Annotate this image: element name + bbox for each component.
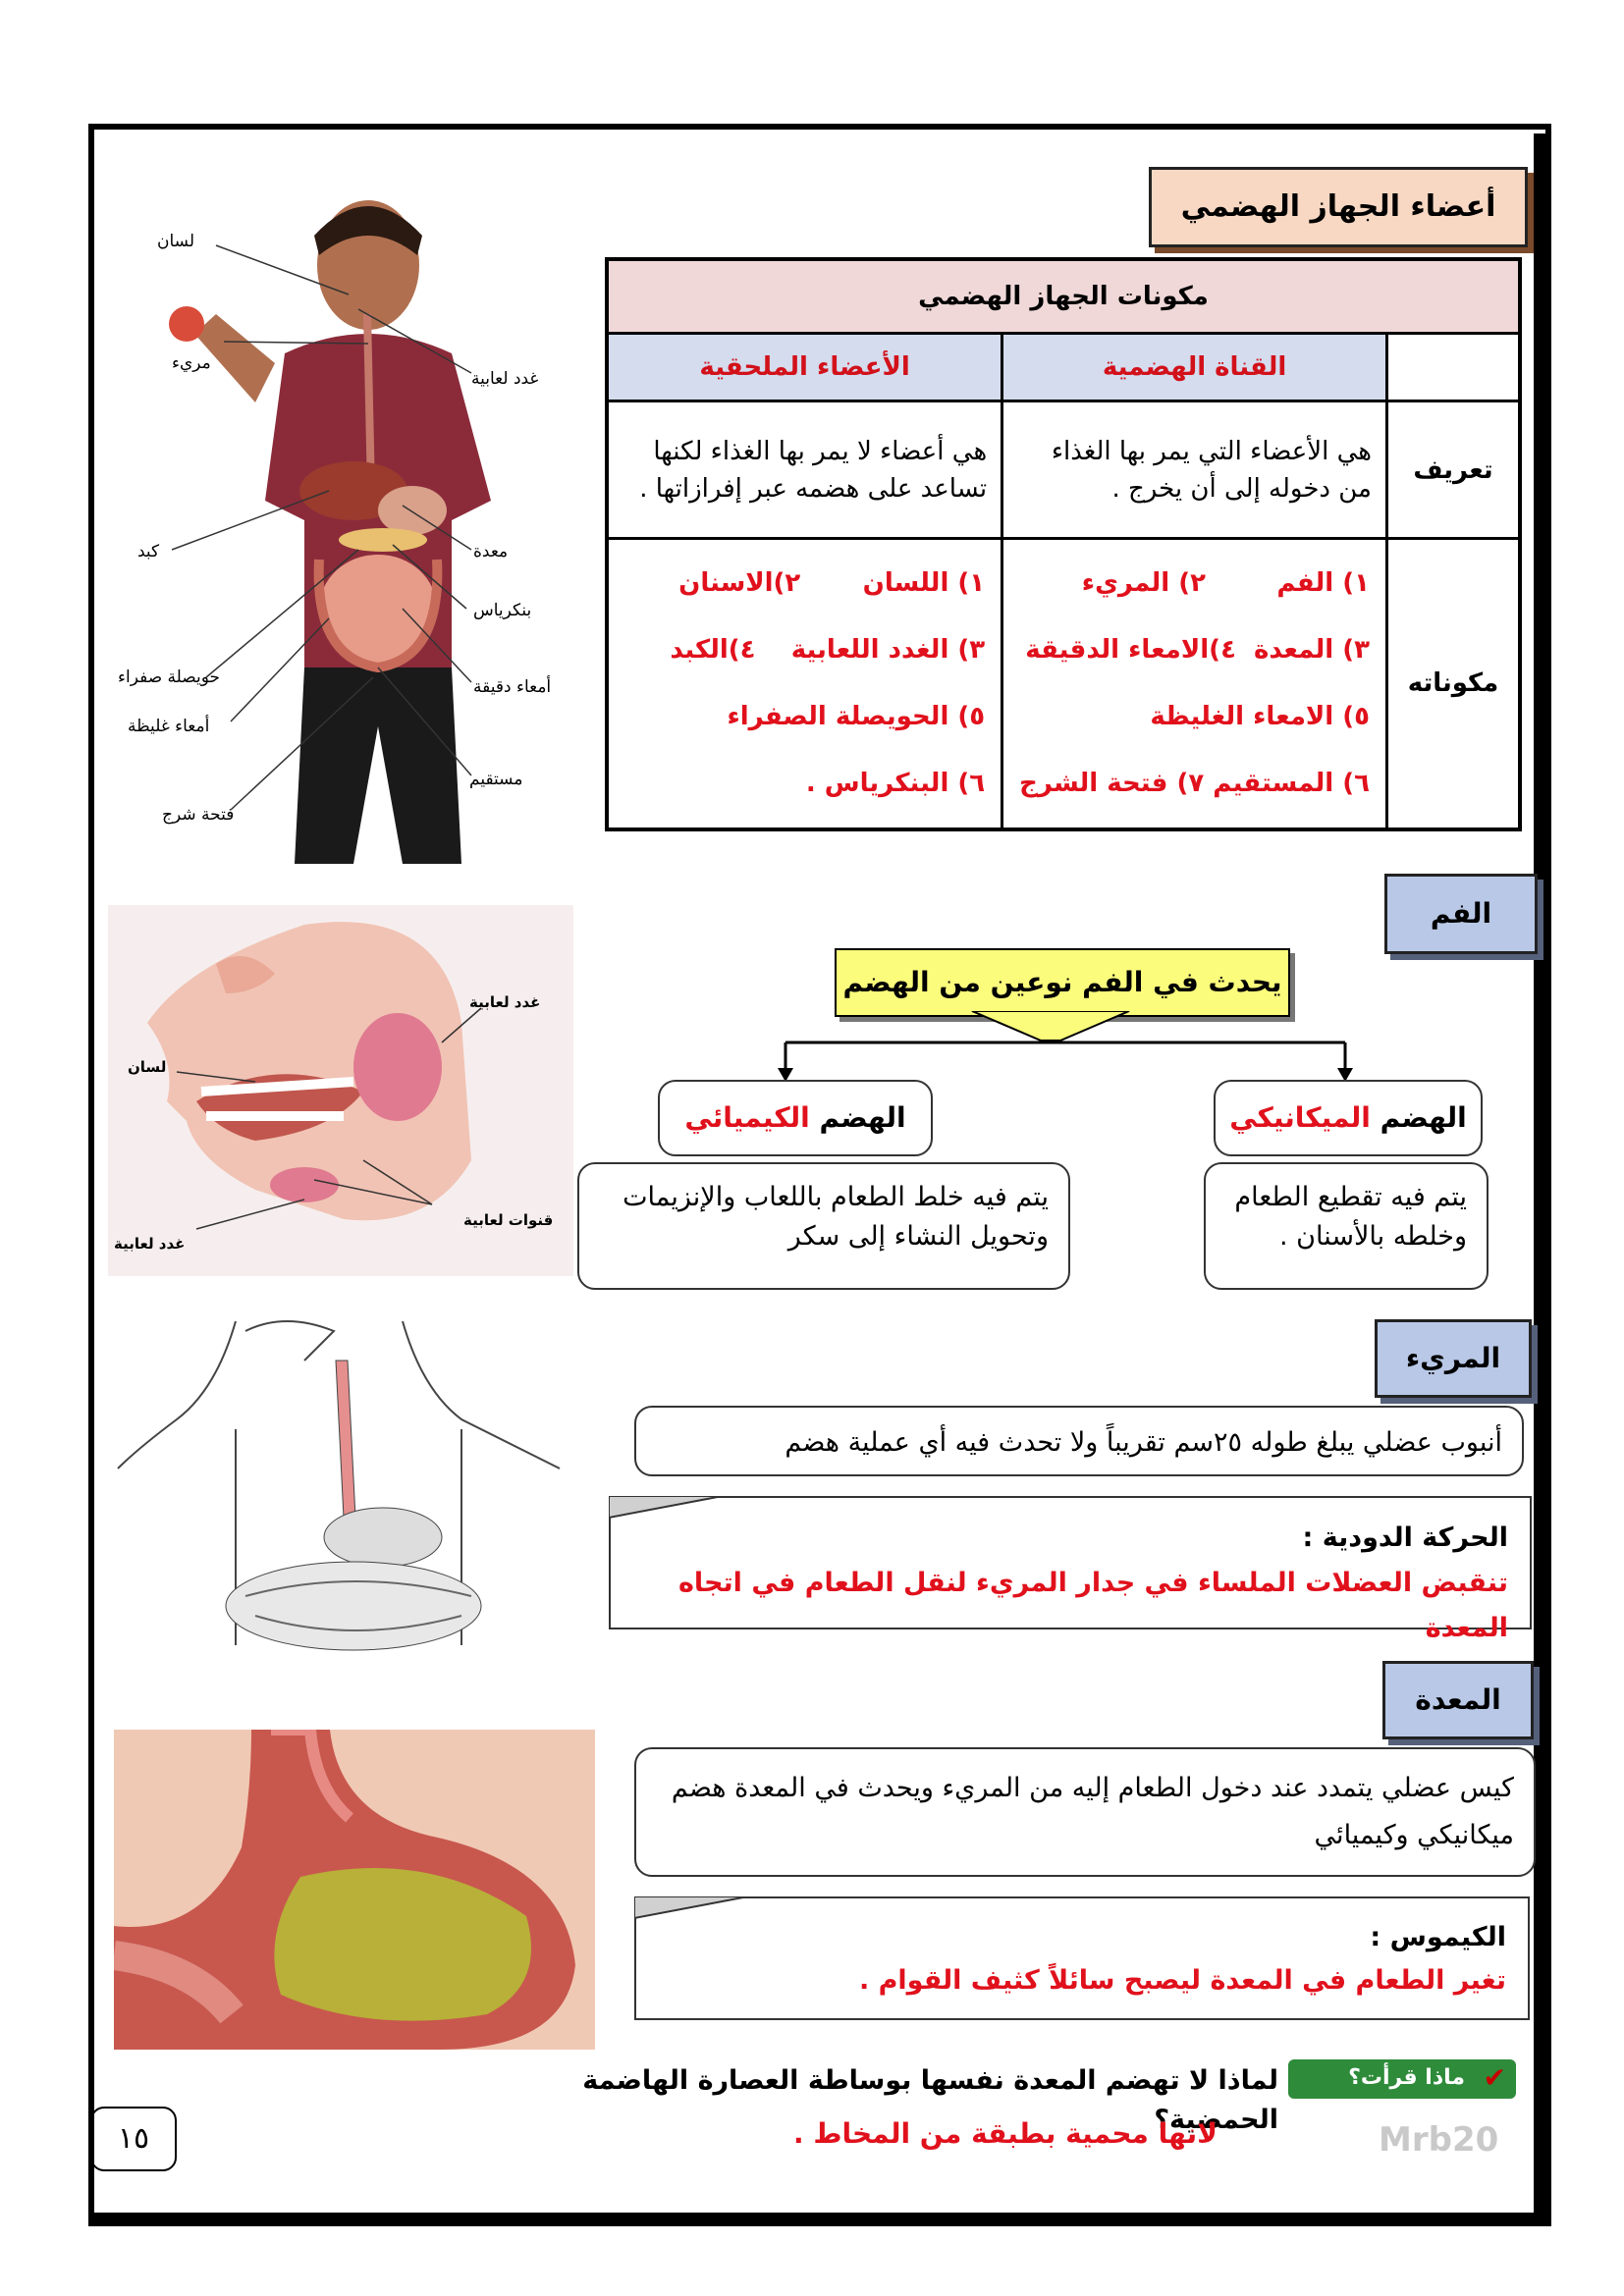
reading-check-badge — [1288, 2059, 1516, 2099]
list-item: ١) اللسان ٢)الاسنان — [678, 568, 986, 599]
row-label-components: مكوناته — [1387, 539, 1521, 829]
table-title: مكونات الجهاز الهضمي — [607, 259, 1520, 334]
page-number: ١٥ — [90, 2107, 177, 2171]
esophagus-illustration — [108, 1311, 569, 1684]
organ-label: مريء — [172, 353, 211, 373]
head-label: غدد لعابية — [469, 993, 541, 1011]
list-item: ٦) البنكرياس . — [805, 769, 986, 799]
peristalsis-term: الحركة الدودية : — [1302, 1522, 1508, 1553]
reading-check-question: لماذا لا تهضم المعدة نفسها بوساطة العصارة الهاضمة الحمضية؟ — [582, 2065, 1278, 2135]
checkmark-icon: ✔ — [1483, 2061, 1506, 2094]
col-header-canal: القناة الهضمية — [1002, 334, 1387, 401]
organ-label: أمعاء غليظة — [128, 717, 210, 736]
list-item: ٣) الغدد اللعابية ٤)الكبد — [670, 635, 986, 666]
reading-check-answer: لانها محمية بطبقة من المخاط . — [793, 2117, 1218, 2150]
frame-shadow — [1534, 133, 1545, 2220]
list-item: ٥) الامعاء الغليظة — [1150, 702, 1370, 732]
canal-components — [1002, 539, 1387, 829]
mechanical-description: يتم فيه تقطيع الطعام وخلطه بالأسنان . — [1204, 1162, 1489, 1290]
mechanical-digestion-label: الهضم الميكانيكي — [1214, 1080, 1483, 1156]
col-header-accessory: الأعضاء الملحقية — [607, 334, 1002, 401]
organ-label: معدة — [473, 542, 509, 561]
organ-label: غدد لعابية — [471, 369, 539, 389]
organ-label: لسان — [157, 232, 195, 251]
stomach-description: كيس عضلي يتمدد عند دخول الطعام إليه من المريء ويحدث في المعدة هضم ميكانيكي وكيميائي — [634, 1747, 1536, 1877]
chyme-definition: تغير الطعام في المعدة ليصبح سائلاً كثيف القوام . — [858, 1965, 1506, 1996]
chemical-description: يتم فيه خلط الطعام باللعاب والإنزيمات وتحويل النشاء إلى سكر — [577, 1162, 1070, 1290]
stomach-title: المعدة — [1382, 1661, 1534, 1739]
organ-label: أمعاء دقيقة — [473, 677, 552, 697]
mouth-intro-box: يحدث في الفم نوعين من الهضم — [835, 948, 1290, 1017]
folded-corner — [634, 1896, 752, 1920]
definition-canal: هي الأعضاء التي يمر بها الغذاء من دخوله إلى أن يخرج . — [1002, 401, 1387, 539]
peristalsis-box — [609, 1496, 1532, 1643]
section-title: أعضاء الجهاز الهضمي — [1149, 167, 1528, 247]
reading-check-label: ماذا قرأت؟ — [1348, 2065, 1465, 2090]
organ-label: مستقيم — [469, 770, 523, 789]
list-item: ٣) المعدة ٤)الامعاء الدقيقة — [1025, 635, 1370, 666]
head-label: غدد لعابية — [114, 1235, 186, 1253]
chemical-digestion-label: الهضم الكيميائي — [658, 1080, 933, 1156]
organ-label: كبد — [137, 542, 160, 561]
frame-shadow — [94, 2213, 1545, 2224]
definition-accessory: هي أعضاء لا يمر بها الغذاء لكنها تساعد على هضمه عبر إفرازاتها . — [607, 401, 1002, 539]
watermark: Mrb20 — [1379, 2120, 1499, 2160]
head-label: قنوات لعابية — [463, 1211, 554, 1229]
organ-label: بنكرياس — [473, 601, 532, 620]
list-item: ٥) الحويصلة الصفراء — [727, 702, 986, 732]
row-label-definition: تعريف — [1387, 401, 1521, 539]
organ-label: حويصلة صفراء — [118, 667, 221, 687]
esophagus-title: المريء — [1375, 1319, 1532, 1398]
digestive-system-illustration — [118, 196, 609, 864]
mouth-title: الفم — [1384, 874, 1538, 954]
organ-label: فتحة شرج — [162, 805, 235, 825]
chyme-term: الكيموس : — [1370, 1922, 1506, 1952]
mouth-illustration — [108, 905, 573, 1276]
stomach-illustration — [114, 1730, 595, 2050]
peristalsis-definition: تنقبض العضلات الملساء في جدار المريء لنقل الطعام في اتجاه المعدة — [677, 1568, 1508, 1643]
folded-corner — [609, 1496, 727, 1520]
head-label: لسان — [128, 1058, 167, 1076]
chyme-box — [634, 1896, 1530, 2020]
list-item: ٦) المستقيم ٧) فتحة الشرج — [1019, 769, 1370, 799]
list-item: ١) الفم ٢) المريء — [1081, 568, 1370, 599]
esophagus-description: أنبوب عضلي يبلغ طوله ٢٥سم تقريباً ولا تحدث فيه أي عملية هضم — [634, 1406, 1524, 1476]
components-table — [605, 257, 1522, 831]
accessory-components — [607, 539, 1002, 829]
